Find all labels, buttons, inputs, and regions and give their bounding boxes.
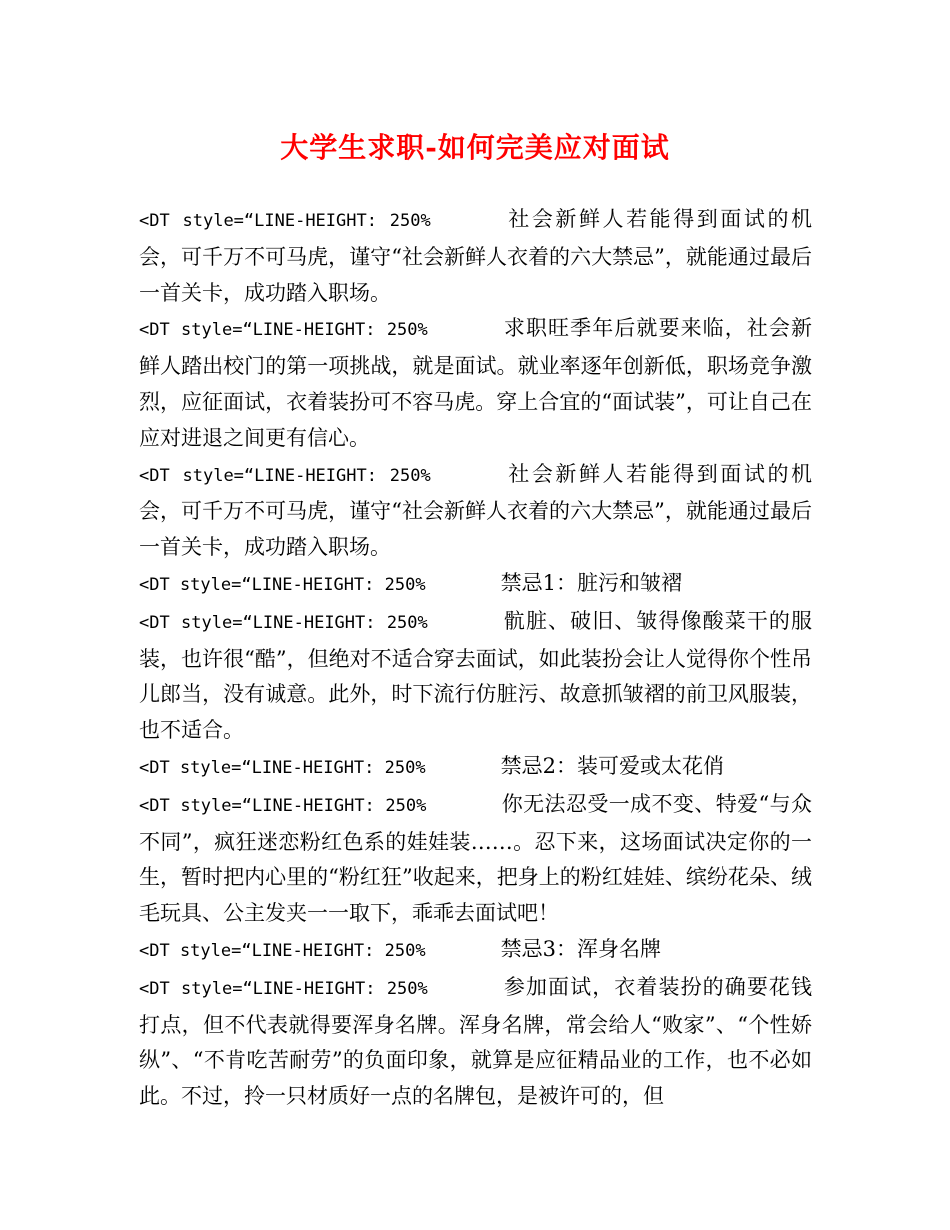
paragraph-text: 禁忌3：浑身名牌 [500,936,661,961]
body-paragraph [139,970,812,1115]
body-paragraph [139,787,812,932]
markup-prefix: <DT style=“LINE-HEIGHT: 250% [139,574,426,595]
paragraph-text: 社会新鲜人若能得到面试的机会，可千万不可马虎，谨守“社会新鲜人衣着的六大禁忌”，就能通过最后一首关卡，成功踏入职场。 [139,207,813,305]
markup-prefix: <DT style=“LINE-HEIGHT: 250% [139,465,431,486]
markup-prefix: <DT style=“LINE-HEIGHT: 250% [139,757,426,778]
paragraph-text: 骯脏、破旧、皱得像酸菜干的服装，也许很“酷”，但绝对不适合穿去面试，如此装扮会让人觉得你个性吊儿郎当，没有诚意。此外，时下流行仿脏污、故意抓皱褶的前卫风服装，也不适合。 [139,608,813,743]
paragraph-text: 求职旺季年后就要来临，社会新鲜人踏出校门的第一项挑战，就是面试。就业率逐年创新低，职场竞争激烈，应征面试，衣着装扮可不容马虎。穿上合宜的“面试装”，可让自己在应对进退之间更有信心。 [139,316,813,450]
body-paragraph [139,202,812,311]
document-title: 大学生求职-如何完美应对面试 [280,131,670,164]
markup-prefix: <DT style=“LINE-HEIGHT: 250% [139,940,426,961]
markup-prefix: <DT style=“LINE-HEIGHT: 250% [139,978,428,999]
markup-prefix: <DT style=“LINE-HEIGHT: 250% [139,211,431,231]
markup-prefix: <DT style=“LINE-HEIGHT: 250% [139,320,428,341]
document-body [139,202,812,1115]
body-paragraph [139,604,812,749]
paragraph-text: 社会新鲜人若能得到面试的机会，可千万不可马虎，谨守“社会新鲜人衣着的六大禁忌”，就能通过最后一首关卡，成功踏入职场。 [139,461,813,560]
body-paragraph [139,566,812,604]
markup-prefix: <DT style=“LINE-HEIGHT: 250% [139,795,427,816]
paragraph-text: 禁忌2：装可爱或太花俏 [500,753,724,778]
body-paragraph [139,749,812,787]
body-paragraph [139,311,812,456]
paragraph-text: 你无法忍受一成不变、特爱“与众不同”，疯狂迷恋粉红色系的娃娃装……。忍下来，这场面试决定你的一生，暂时把内心里的“粉红狂”收起来，把身上的粉红娃娃、缤纷花朵、绒毛玩具、公主发夹一一取下，乖乖去面试吧！ [139,791,812,926]
markup-prefix: <DT style=“LINE-HEIGHT: 250% [139,612,428,633]
body-paragraph [139,457,812,566]
paragraph-text: 禁忌1：脏污和皱褶 [500,570,682,595]
paragraph-text: 参加面试，衣着装扮的确要花钱打点，但不代表就得要浑身名牌。浑身名牌，常会给人“败家”、“个性娇纵”、“不肯吃苦耐劳”的负面印象，就算是应征精品业的工作，也不必如此。不过，拎一只材质好一点的名牌包，是被许可的，但 [139,974,813,1109]
body-paragraph [139,932,812,970]
